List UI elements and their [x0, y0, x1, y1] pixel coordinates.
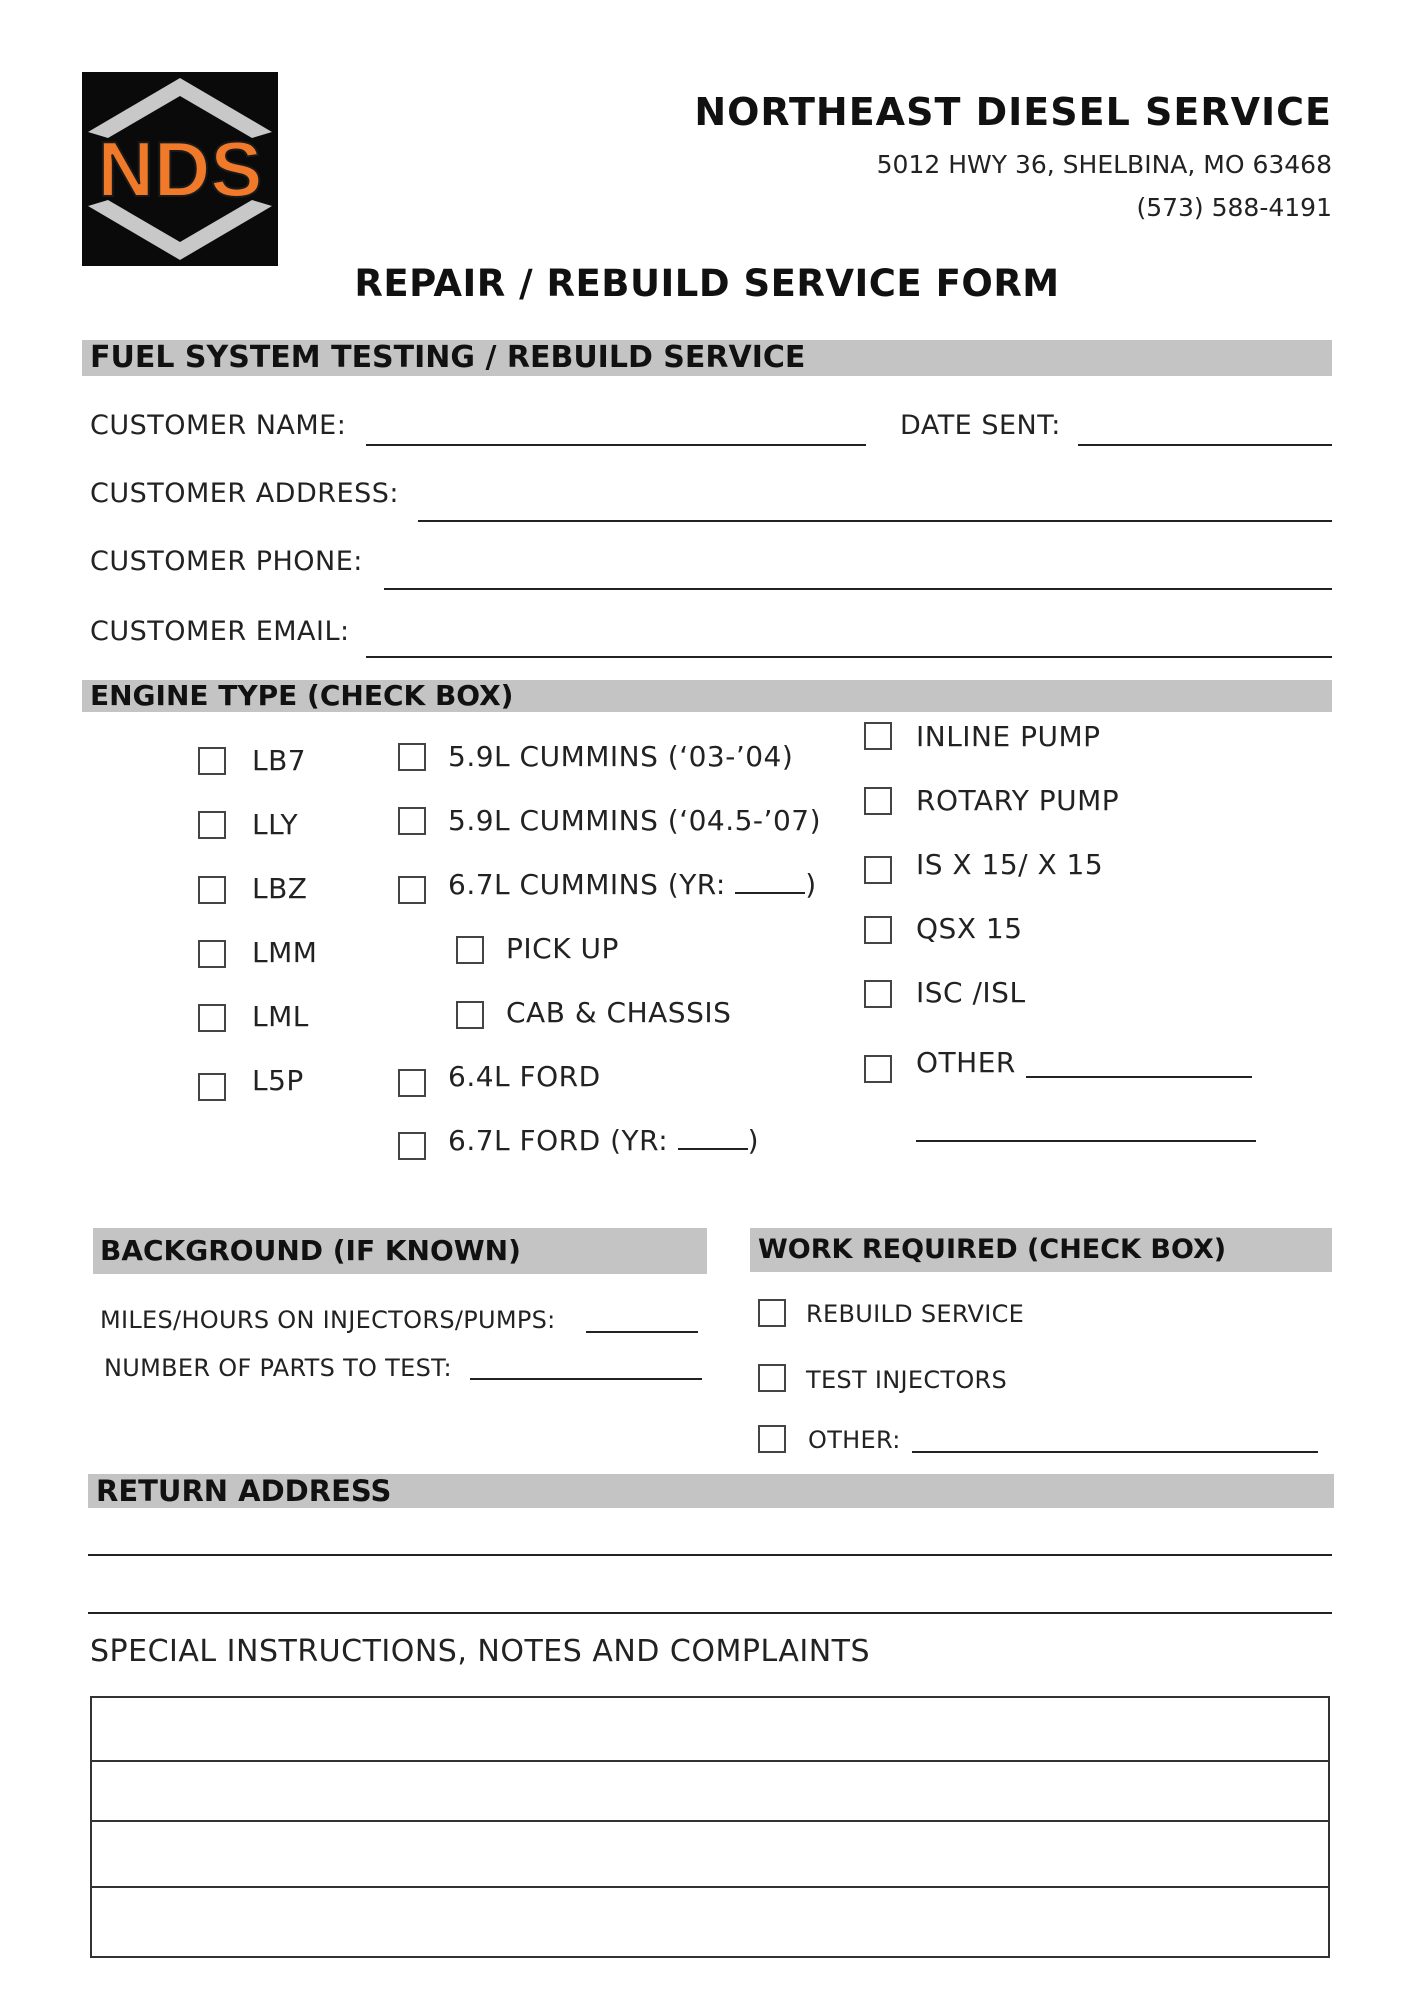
miles-hours-label: MILES/HOURS ON INJECTORS/PUMPS:	[100, 1306, 556, 1334]
work-rebuild-label: REBUILD SERVICE	[806, 1300, 1025, 1328]
miles-hours-field[interactable]	[586, 1331, 698, 1333]
checkbox-lly[interactable]	[198, 811, 226, 839]
checkbox-rotary-pump[interactable]	[864, 787, 892, 815]
checkbox-cummins-03-04[interactable]	[398, 743, 426, 771]
work-test-label: TEST INJECTORS	[806, 1366, 1008, 1394]
engine-l5p-label: L5P	[252, 1064, 304, 1097]
customer-phone-field[interactable]	[384, 588, 1332, 590]
nds-logo-icon	[82, 72, 278, 266]
engine-other-field-line2[interactable]	[916, 1140, 1256, 1142]
checkbox-lb7[interactable]	[198, 747, 226, 775]
return-address-line-2[interactable]	[88, 1612, 1332, 1614]
cummins-year-field[interactable]	[735, 892, 805, 894]
checkbox-rebuild-service[interactable]	[758, 1299, 786, 1327]
section-title-return-address: RETURN ADDRESS	[96, 1474, 392, 1508]
company-address: 5012 HWY 36, SHELBINA, MO 63468	[876, 150, 1332, 179]
engine-isx-label: IS X 15/ X 15	[916, 848, 1104, 881]
checkbox-inline-pump[interactable]	[864, 722, 892, 750]
section-title-engine-type: ENGINE TYPE (CHECK BOX)	[90, 679, 514, 712]
notes-box[interactable]	[90, 1696, 1330, 1958]
section-title-work-required: WORK REQUIRED (CHECK BOX)	[758, 1234, 1227, 1265]
engine-qsx-label: QSX 15	[916, 912, 1023, 945]
work-other-field[interactable]	[912, 1451, 1318, 1453]
checkbox-isx[interactable]	[864, 856, 892, 884]
ford-year-field[interactable]	[678, 1148, 748, 1150]
notes-line	[92, 1820, 1328, 1822]
checkbox-pick-up[interactable]	[456, 936, 484, 964]
customer-address-label: CUSTOMER ADDRESS:	[90, 478, 399, 509]
checkbox-cummins-045-07[interactable]	[398, 807, 426, 835]
checkbox-lbz[interactable]	[198, 876, 226, 904]
engine-other-label: OTHER	[916, 1046, 1016, 1079]
engine-lbz-label: LBZ	[252, 872, 308, 905]
engine-cummins-045-07-label: 5.9L CUMMINS (‘04.5-’07)	[448, 804, 821, 837]
engine-lml-label: LML	[252, 1000, 309, 1033]
engine-lb7-label: LB7	[252, 744, 307, 777]
checkbox-work-other[interactable]	[758, 1425, 786, 1453]
section-title-background: BACKGROUND (IF KNOWN)	[100, 1234, 521, 1267]
company-logo	[82, 72, 278, 266]
engine-ford-67-label: 6.7L FORD (YR: )	[448, 1124, 759, 1157]
notes-line	[92, 1760, 1328, 1762]
engine-ford-64-label: 6.4L FORD	[448, 1060, 601, 1093]
engine-lmm-label: LMM	[252, 936, 318, 969]
checkbox-lml[interactable]	[198, 1004, 226, 1032]
engine-isc-label: ISC /ISL	[916, 976, 1026, 1009]
engine-lly-label: LLY	[252, 808, 299, 841]
checkbox-cummins-67[interactable]	[398, 876, 426, 904]
parts-to-test-field[interactable]	[470, 1378, 702, 1380]
logo-lettering: NDS	[97, 125, 263, 213]
customer-phone-label: CUSTOMER PHONE:	[90, 546, 363, 577]
form-title: REPAIR / REBUILD SERVICE FORM	[354, 262, 1060, 305]
section-title-fuel-system: FUEL SYSTEM TESTING / REBUILD SERVICE	[90, 340, 806, 375]
checkbox-ford-67[interactable]	[398, 1132, 426, 1160]
engine-cummins-67-label: 6.7L CUMMINS (YR: )	[448, 868, 817, 901]
customer-address-field[interactable]	[418, 520, 1332, 522]
company-phone: (573) 588-4191	[1136, 193, 1332, 222]
checkbox-ford-64[interactable]	[398, 1069, 426, 1097]
company-name: NORTHEAST DIESEL SERVICE	[694, 90, 1332, 134]
engine-cab-chassis-label: CAB & CHASSIS	[506, 996, 732, 1029]
parts-to-test-label: NUMBER OF PARTS TO TEST:	[104, 1354, 452, 1382]
customer-name-label: CUSTOMER NAME:	[90, 410, 347, 441]
checkbox-test-injectors[interactable]	[758, 1364, 786, 1392]
customer-name-field[interactable]	[366, 444, 866, 446]
checkbox-lmm[interactable]	[198, 940, 226, 968]
special-instructions-title: SPECIAL INSTRUCTIONS, NOTES AND COMPLAINTS	[90, 1634, 871, 1669]
engine-pick-up-label: PICK UP	[506, 932, 619, 965]
checkbox-l5p[interactable]	[198, 1073, 226, 1101]
customer-email-field[interactable]	[366, 656, 1332, 658]
engine-inline-pump-label: INLINE PUMP	[916, 720, 1101, 753]
checkbox-isc[interactable]	[864, 980, 892, 1008]
customer-email-label: CUSTOMER EMAIL:	[90, 616, 350, 647]
return-address-line-1[interactable]	[88, 1554, 1332, 1556]
date-sent-field[interactable]	[1078, 444, 1332, 446]
date-sent-label: DATE SENT:	[900, 410, 1061, 441]
checkbox-qsx[interactable]	[864, 916, 892, 944]
checkbox-cab-chassis[interactable]	[456, 1001, 484, 1029]
notes-line	[92, 1886, 1328, 1888]
work-other-label: OTHER:	[808, 1426, 901, 1454]
engine-cummins-03-04-label: 5.9L CUMMINS (‘03-’04)	[448, 740, 794, 773]
engine-other-field[interactable]	[1026, 1076, 1252, 1078]
engine-rotary-pump-label: ROTARY PUMP	[916, 784, 1120, 817]
checkbox-engine-other[interactable]	[864, 1055, 892, 1083]
